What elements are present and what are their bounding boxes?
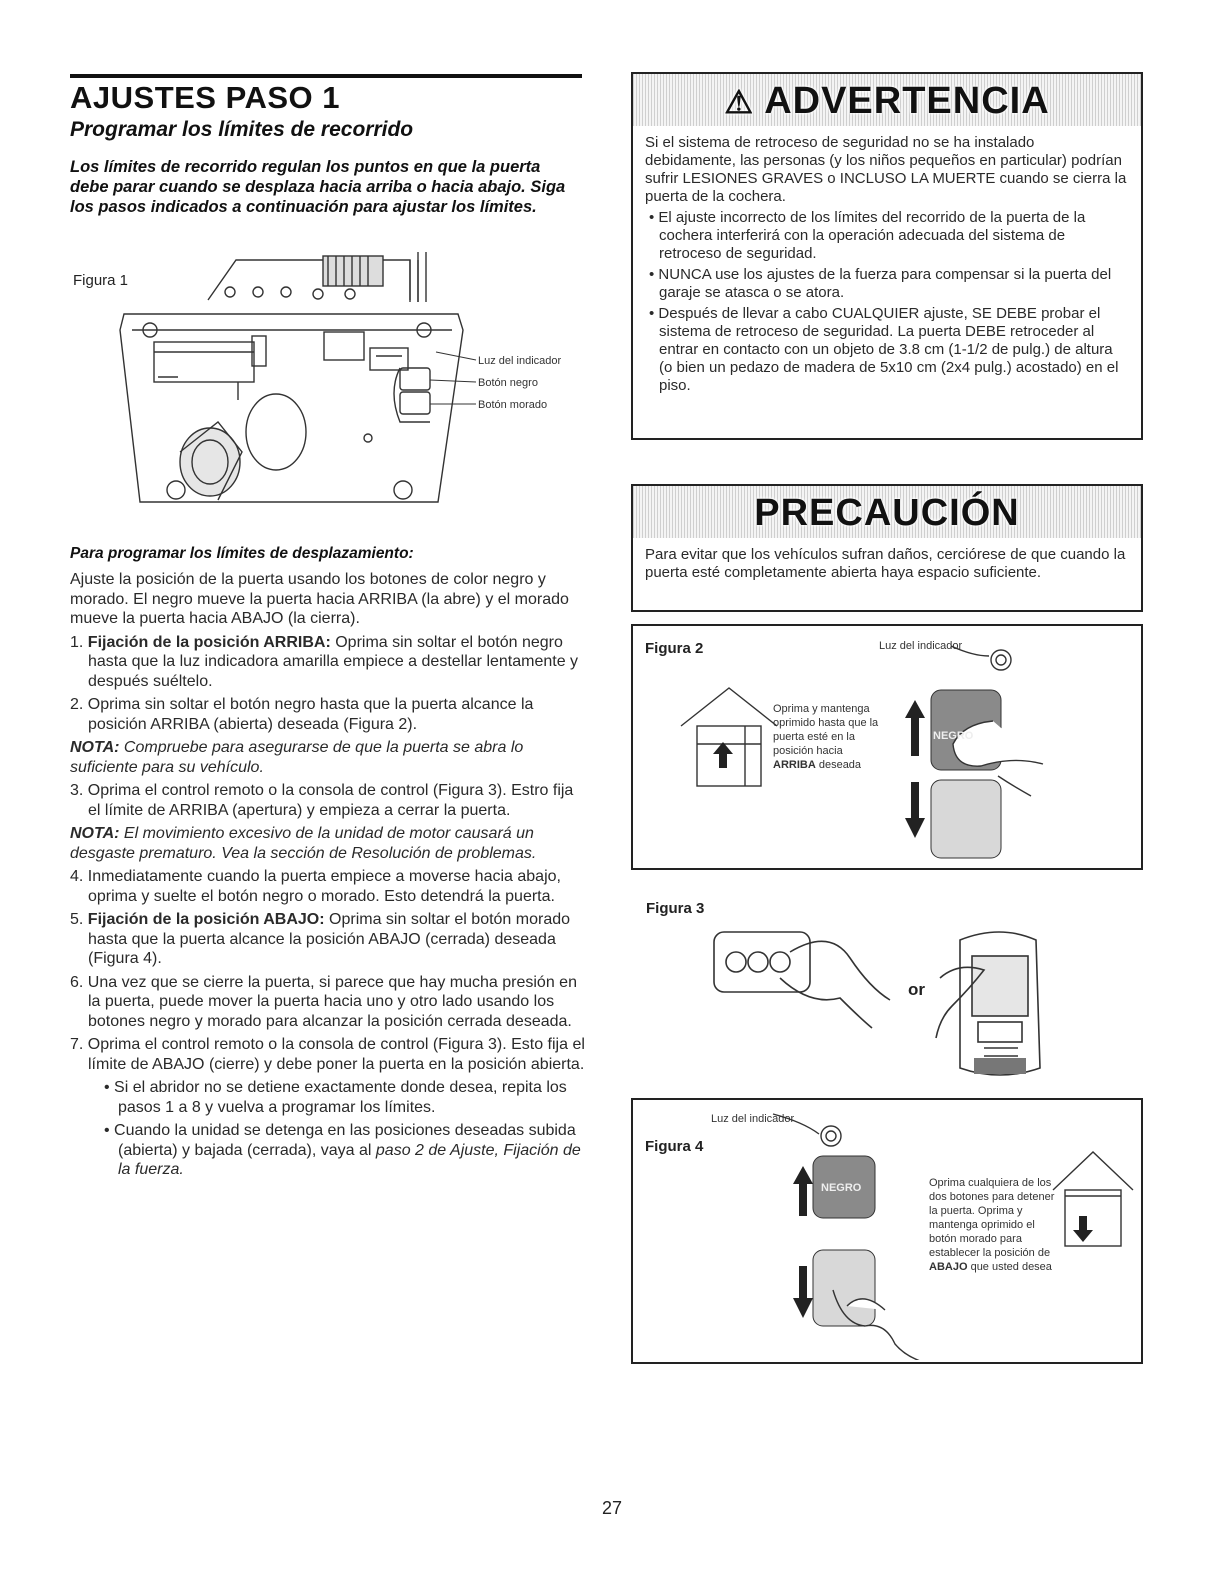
- warning-bullet-3: • Después de llevar a cabo CUALQUIER ajuste, SE DEBE probar el sistema de retroceso de seguridad. La puerta DEBE retroceder al entrar en contacto con un objeto de 3.8 cm (1-1/2 de pulg.) de altura (o bien un pedazo de madera de 5x10 cm (2x4 pulg.) acostado) en el piso.: [649, 305, 1119, 394]
- step-5: [70, 910, 585, 969]
- callout-indicator-light: Luz del indicador: [478, 355, 562, 367]
- warning-bullet-1: • El ajuste incorrecto de los límites del recorrido de la puerta de la cochera interferirá con la operación adecuada del sistema de retroceso de seguridad.: [649, 209, 1086, 262]
- note-2-label: NOTA:: [70, 825, 120, 842]
- figure4-instruction-text: Oprima cualquiera de los dos botones para detener la puerta. Oprima y mantenga oprimido el botón morado para establecer la posición de: [929, 1177, 1055, 1259]
- figure4-label: Figura 4: [645, 1138, 704, 1155]
- bullet-2-italic: paso 2 de Ajuste, Fijación de la fuerza.: [118, 1141, 581, 1178]
- figure4-indicator-label: Luz del indicador: [711, 1113, 795, 1125]
- figure3-illustration: [700, 918, 1080, 1088]
- figure2-instruction-end: deseada: [815, 759, 862, 771]
- figure4-instruction: [929, 1176, 1061, 1274]
- figure2-indicator-label: Luz del indicador: [879, 640, 963, 652]
- figure2-instruction: [773, 702, 888, 772]
- figure2-button-text: NEGRO: [933, 730, 974, 742]
- figure3-label: Figura 3: [646, 900, 705, 917]
- warning-title: ADVERTENCIA: [764, 80, 1050, 122]
- warning-bullet-2: • NUNCA use los ajustes de la fuerza para compensar si la puerta del garaje se atasca o se atora.: [649, 266, 1112, 301]
- step-5-heading: Fijación de la posición ABAJO:: [87, 911, 325, 928]
- procedure-intro: Ajuste la posición de la puerta usando los botones de color negro y morado. El negro mueve la puerta hacia ARRIBA (la abre) y el morado mueve la puerta hacia ABAJO (la cierra).: [70, 571, 569, 627]
- procedure-title: Para programar los límites de desplazamiento:: [70, 545, 414, 562]
- figure2-instruction-text: Oprima y mantenga oprimido hasta que la puerta esté en la posición hacia: [773, 703, 879, 757]
- warning-box: [631, 72, 1143, 440]
- procedure-body: [70, 570, 585, 1184]
- figure4-instruction-bold: ABAJO: [929, 1261, 968, 1273]
- step-5-number: 5.: [70, 911, 84, 928]
- bullet-1: • Si el abridor no se detiene exactamente donde desea, repita los pasos 1 a 8 y vuelva a programar los límites.: [104, 1079, 567, 1116]
- figure4-box: [631, 1098, 1143, 1364]
- note-1-text: Compruebe para asegurarse de que la puerta se abra lo suficiente para su vehículo.: [70, 739, 524, 776]
- intro-paragraph: Los límites de recorrido regulan los puntos en que la puerta debe parar cuando se desplaza hacia arriba o hacia abajo. Siga los pasos indicados a continuación para ajustar los límites.: [70, 158, 566, 216]
- page-title: AJUSTES PASO 1: [70, 80, 341, 115]
- caution-box: [631, 484, 1143, 612]
- page-subtitle: Programar los límites de recorrido: [70, 118, 414, 141]
- step-2: 2. Oprima sin soltar el botón negro hasta que la puerta alcance la posición ARRIBA (abierta) deseada (Figura 2).: [70, 696, 534, 733]
- figure2-instruction-bold: ARRIBA: [773, 759, 816, 771]
- caution-banner: [633, 486, 1141, 538]
- page-number: 27: [601, 1498, 623, 1518]
- callout-black-button: Botón negro: [478, 377, 538, 389]
- caution-title: PRECAUCIÓN: [754, 492, 1020, 534]
- callout-purple-button: Botón morado: [478, 399, 548, 411]
- figure2-box: [631, 624, 1143, 870]
- figure3-or: or: [908, 980, 925, 999]
- step-7: 7. Oprima el control remoto o la consola de control (Figura 3). Esto fija el límite de ABAJO (cierre) y debe poner la puerta en la posición abierta.: [70, 1036, 585, 1073]
- figure4-instruction-end: que usted desea: [967, 1261, 1052, 1273]
- bullet-2-text: • Cuando la unidad se detenga en las posiciones deseadas subida (abierta) y bajada (cerrada), vaya al: [104, 1122, 576, 1159]
- figure4-button-text: NEGRO: [821, 1182, 862, 1194]
- note-2: [70, 824, 585, 863]
- bullet-2: [70, 1121, 585, 1180]
- caution-text: Para evitar que los vehículos sufran daños, cerciórese de que cuando la puerta esté completamente abierta haya espacio suficiente.: [645, 546, 1126, 581]
- step-3: 3. Oprima el control remoto o la consola de control (Figura 3). Estro fija el límite de ARRIBA (apertura) y empieza a cerrar la puerta.: [70, 782, 574, 819]
- step-1-heading: Fijación de la posición ARRIBA:: [87, 633, 331, 651]
- step-6: 6. Una vez que se cierre la puerta, si parece que hay mucha presión en la puerta, puede mover la puerta hacia uno y otro lado usando los botones negro y morado para alcanzar la posición cerrada deseada.: [70, 973, 577, 1030]
- note-1-label: NOTA:: [70, 739, 120, 756]
- step-1: [70, 633, 585, 692]
- figure2-label: Figura 2: [645, 640, 704, 657]
- step-5-text: Oprima sin soltar el botón morado hasta que la puerta alcance la posición ABAJO (cerrada) deseada (Figura 4).: [88, 911, 571, 967]
- step-4: 4. Inmediatamente cuando la puerta empiece a moverse hacia abajo, oprima y suelte el botón negro o morado. Esto detendrá la puerta.: [70, 868, 561, 905]
- step-1-number: 1.: [70, 633, 84, 651]
- step-1-text: Oprima sin soltar el botón negro hasta que la luz indicadora amarilla empiece a destellar lentamente y después suéltelo.: [88, 633, 579, 690]
- note-1: [70, 738, 585, 777]
- warning-banner: [633, 74, 1141, 126]
- note-2-text: El movimiento excesivo de la unidad de motor causará un desgaste prematuro. Vea la sección de Resolución de problemas.: [70, 825, 537, 862]
- warning-triangle-icon: ⚠: [724, 84, 755, 120]
- title-rule: [70, 74, 582, 78]
- figure4-illustration: [633, 1100, 1141, 1360]
- figure1-label: Figura 1: [73, 272, 129, 289]
- warning-body: [633, 126, 1141, 395]
- warning-intro: Si el sistema de retroceso de seguridad no se ha instalado debidamente, las personas (y los niños pequeños en particular) podrían sufrir LESIONES GRAVES o INCLUSO LA MUERTE cuando se cierra la puerta de la cochera.: [645, 134, 1127, 205]
